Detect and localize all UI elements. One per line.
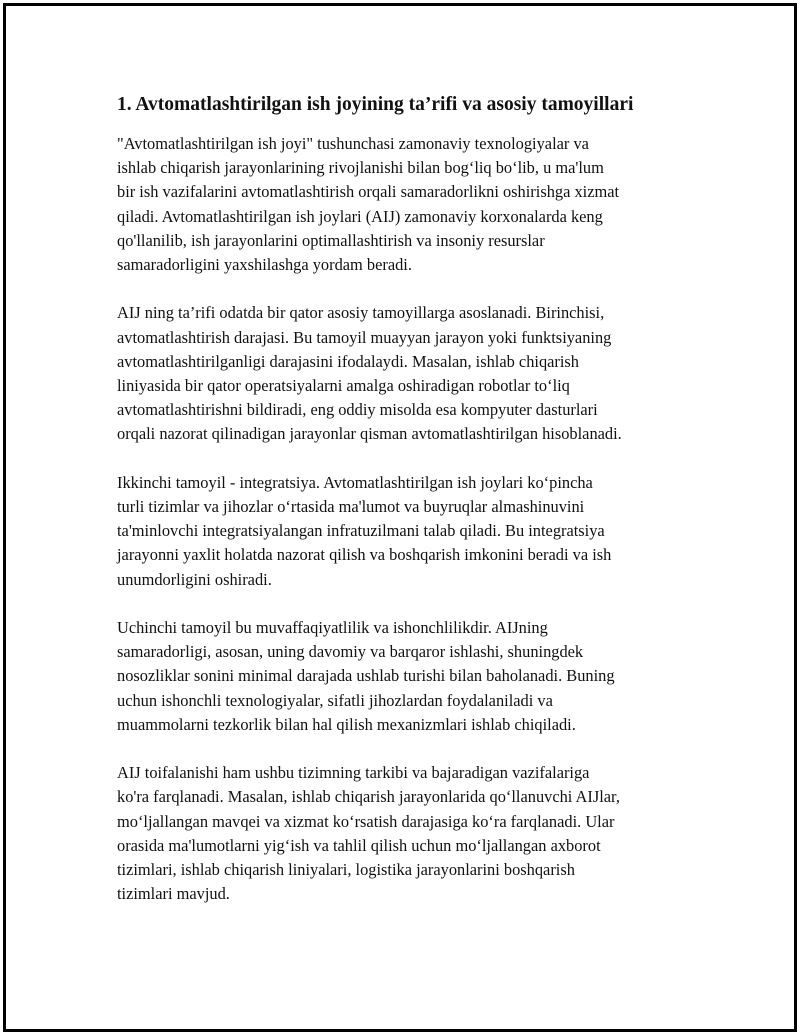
text-line: qo'llanilib, ish jarayonlarini optimallashtirish va insoniy resurslar xyxy=(117,230,545,250)
text-line: jarayonni yaxlit holatda nazorat qilish va boshqarish imkonini beradi va ish xyxy=(117,545,612,565)
text-line: ishlab chiqarish jarayonlarining rivojlanishi bilan bogʻliq boʻlib, u ma'lum xyxy=(117,158,604,178)
text-line: moʻljallangan mavqei va xizmat koʻrsatish darajasiga koʻra farqlanadi. Ular xyxy=(117,811,615,831)
paragraph-reliability xyxy=(117,616,692,737)
paragraph-definition xyxy=(117,132,692,277)
text-line: tizimlari mavjud. xyxy=(117,884,230,904)
text-line: Uchinchi tamoyil bu muvaffaqiyatlilik va ishonchlilikdir. AIJning xyxy=(117,618,548,638)
text-line: avtomatlashtirish darajasi. Bu tamoyil muayyan jarayon yoki funktsiyaning xyxy=(117,327,612,347)
text-line: liniyasida bir qator operatsiyalarni amalga oshiradigan robotlar toʻliq xyxy=(117,376,570,396)
text-line: ko'ra farqlanadi. Masalan, ishlab chiqarish jarayonlarida qoʻllanuvchi AIJlar, xyxy=(117,787,620,807)
text-line: Ikkinchi tamoyil - integratsiya. Avtomatlashtirilgan ish joylari koʻpincha xyxy=(117,472,593,492)
text-line: ta'minlovchi integratsiyalangan infratuzilmani talab qiladi. Bu integratsiya xyxy=(117,521,605,541)
text-line: nosozliklar sonini minimal darajada ushlab turishi bilan baholanadi. Buning xyxy=(117,666,615,686)
text-line: uchun ishonchli texnologiyalar, sifatli jihozlardan foydalaniladi va xyxy=(117,690,553,710)
text-line: AIJ toifalanishi ham ushbu tizimning tarkibi va bajaradigan vazifalariga xyxy=(117,763,590,783)
document-body xyxy=(117,92,692,931)
text-line: bir ish vazifalarini avtomatlashtirish orqali samaradorlikni oshirishga xizmat xyxy=(117,182,620,202)
text-line: samaradorligi, asosan, uning davomiy va barqaror ishlashi, shuningdek xyxy=(117,642,584,662)
text-line: AIJ ning ta’rifi odatda bir qator asosiy tamoyillarga asoslanadi. Birinchisi, xyxy=(117,303,605,323)
paragraph-classification xyxy=(117,761,692,906)
text-line: unumdorligini oshiradi. xyxy=(117,569,272,589)
text-line: "Avtomatlashtirilgan ish joyi" tushunchasi zamonaviy texnologiyalar va xyxy=(117,134,589,153)
text-line: qiladi. Avtomatlashtirilgan ish joylari (AIJ) zamonaviy korxonalarda keng xyxy=(117,206,603,226)
text-line: samaradorligini yaxshilashga yordam beradi. xyxy=(117,255,412,275)
text-line: avtomatlashtirilganligi darajasini ifodalaydi. Masalan, ishlab chiqarish xyxy=(117,351,580,371)
text-line: muammolarni tezkorlik bilan hal qilish mexanizmlari ishlab chiqiladi. xyxy=(117,714,576,734)
text-line: turli tizimlar va jihozlar oʻrtasida ma'lumot va buyruqlar almashinuvini xyxy=(117,497,585,517)
text-line: orasida ma'lumotlarni yigʻish va tahlil qilish uchun moʻljallangan axborot xyxy=(117,835,601,855)
paragraph-automation-level xyxy=(117,301,692,446)
text-line: orqali nazorat qilinadigan jarayonlar qisman avtomatlashtirilgan hisoblanadi. xyxy=(117,424,622,444)
paragraph-integration xyxy=(117,471,692,592)
section-heading: 1. Avtomatlashtirilgan ish joyining ta’rifi va asosiy tamoyillari xyxy=(117,94,634,115)
text-line: avtomatlashtirishni bildiradi, eng oddiy misolda esa kompyuter dasturlari xyxy=(117,400,598,420)
text-line: tizimlari, ishlab chiqarish liniyalari, logistika jarayonlarini boshqarish xyxy=(117,860,575,880)
